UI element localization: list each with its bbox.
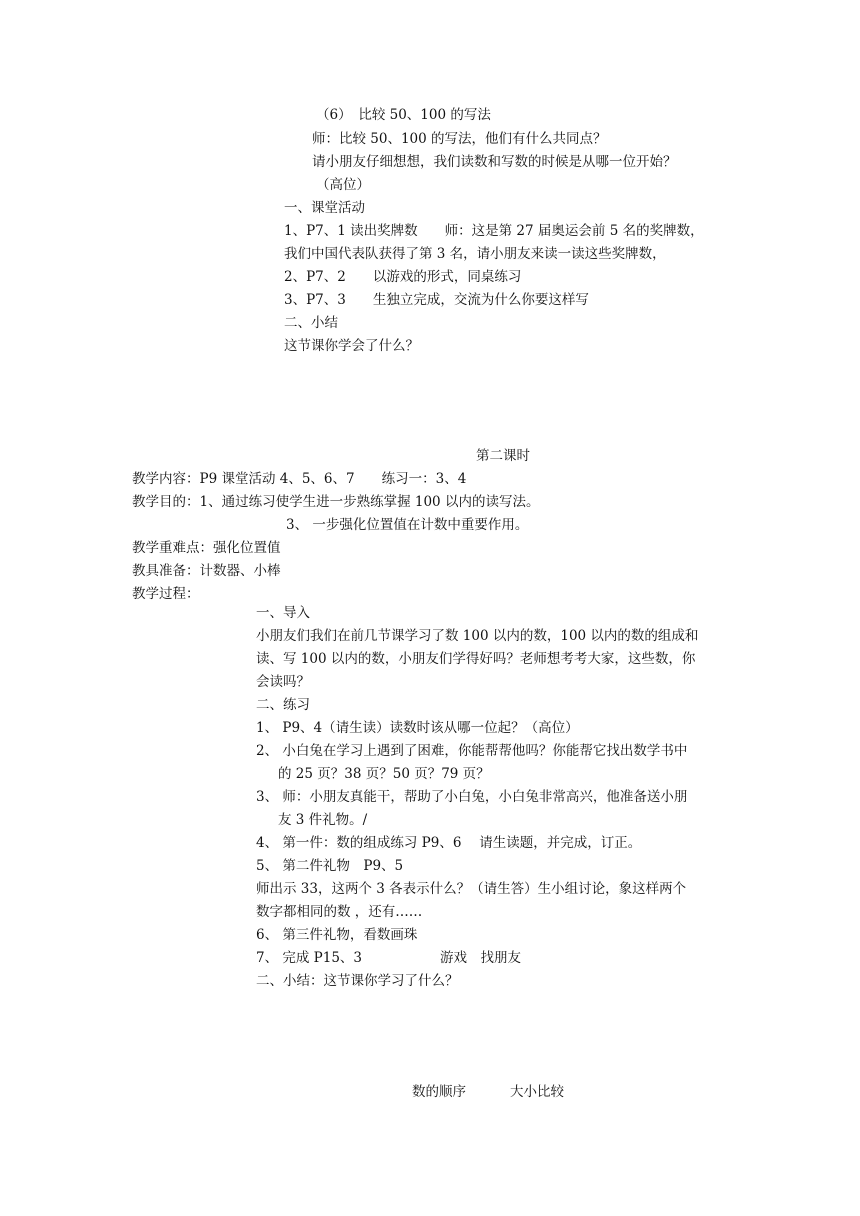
text-line: 3、P7、3 生独立完成，交流为什么你要这样写 bbox=[284, 292, 589, 308]
text-line: 师：比较 50、100 的写法，他们有什么共同点？ bbox=[312, 131, 607, 147]
list-item: 5、 第二件礼物 P9、5 bbox=[256, 858, 404, 874]
list-item: 3、 师：小朋友真能干，帮助了小白兔，小白兔非常高兴，他准备送小朋 bbox=[256, 789, 688, 805]
list-item: 的 25 页？38 页？50 页？79 页？ bbox=[278, 766, 490, 782]
list-item: 7、 完成 P15、3 bbox=[256, 950, 363, 966]
text-line: 师出示 33，这两个 3 各表示什么？（请生答）生小组讨论，象这样两个 bbox=[256, 881, 687, 897]
text-line: （高位） bbox=[316, 177, 370, 193]
teaching-goal: 3、 一步强化位置值在计数中重要作用。 bbox=[286, 517, 529, 533]
list-item: 2、 小白兔在学习上遇到了困难，你能帮帮他吗？你能帮它找出数学书中 bbox=[256, 743, 688, 759]
lesson-title: 大小比较 bbox=[510, 1084, 564, 1100]
list-item: 4、 第一件：数的组成练习 P9、6 请生读题，并完成，订正。 bbox=[256, 835, 642, 851]
text-line: 1、P7、1 读出奖牌数 师：这是第 27 届奥运会前 5 名的奖牌数， bbox=[284, 223, 704, 239]
teaching-process: 教学过程： bbox=[132, 586, 200, 602]
text-line: （6） 比较 50、100 的写法 bbox=[316, 107, 491, 123]
text-line: 这节课你学会了什么？ bbox=[284, 338, 419, 354]
teaching-goal: 教学目的：1、通过练习使学生进一步熟练掌握 100 以内的读写法。 bbox=[132, 494, 540, 510]
lesson-title: 数的顺序 bbox=[412, 1084, 466, 1100]
text-line: 会读吗？ bbox=[256, 674, 310, 690]
list-item: 6、 第三件礼物，看数画珠 bbox=[256, 927, 418, 943]
text-line: 小朋友们我们在前几节课学习了数 100 以内的数，100 以内的数的组成和 bbox=[256, 628, 699, 644]
text-line: 2、P7、2 以游戏的形式，同桌练习 bbox=[284, 269, 522, 285]
lesson-title: 第二课时 bbox=[476, 448, 530, 464]
teaching-tools: 教具准备：计数器、小棒 bbox=[132, 563, 281, 579]
section-heading: 一、课堂活动 bbox=[284, 200, 365, 216]
list-item: 1、 P9、4（请生读）读数时该从哪一位起？（高位） bbox=[256, 720, 579, 736]
text-line: 请小朋友仔细想想，我们读数和写数的时候是从哪一位开始？ bbox=[312, 154, 677, 170]
section-heading: 二、小结 bbox=[284, 315, 338, 331]
list-item: 游戏 找朋友 bbox=[440, 950, 521, 966]
key-point: 教学重难点：强化位置值 bbox=[132, 540, 281, 556]
section-heading: 一、导入 bbox=[256, 605, 310, 621]
text-line: 数字都相同的数 ，还有…… bbox=[256, 904, 423, 920]
text-line: 读、写 100 以内的数，小朋友们学得好吗？老师想考考大家，这些数，你 bbox=[256, 651, 696, 667]
section-heading: 二、小结：这节课你学习了什么？ bbox=[256, 973, 459, 989]
section-heading: 二、练习 bbox=[256, 697, 310, 713]
list-item: 友 3 件礼物。/ bbox=[278, 812, 368, 828]
text-line: 我们中国代表队获得了第 3 名，请小朋友来读一读这些奖牌数， bbox=[284, 246, 666, 262]
teaching-content: 教学内容：P9 课堂活动 4、5、6、7 练习一：3、4 bbox=[132, 471, 467, 487]
